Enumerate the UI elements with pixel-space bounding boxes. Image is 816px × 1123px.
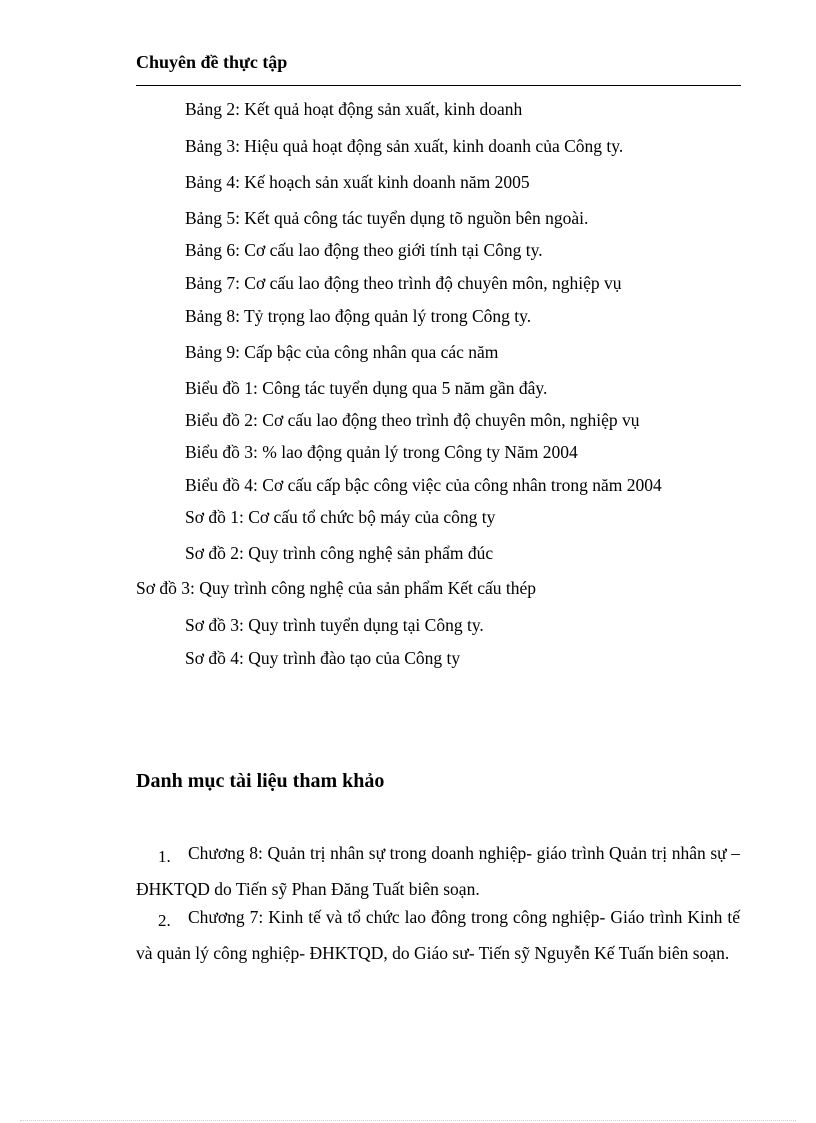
list-item: Bảng 5: Kết quả công tác tuyển dụng tõ nguồn bên ngoài. [185, 208, 589, 228]
list-item: Sơ đồ 4: Quy trình đào tạo của Công ty [185, 648, 461, 668]
reference-number: 1. [158, 847, 171, 866]
list-item: Sơ đồ 3: Quy trình tuyển dụng tại Công ty. [185, 615, 484, 635]
list-item: Biểu đồ 1: Công tác tuyển dụng qua 5 năm gần đây. [185, 378, 548, 398]
reference-text: Chương 8: Quản trị nhân sự trong doanh nghiệp- giáo trình Quản trị nhân sự – ĐHKTQD do Tiến sỹ Phan Đăng Tuất biên soạn. [136, 843, 740, 899]
list-item: Sơ đồ 1: Cơ cấu tổ chức bộ máy của công ty [185, 507, 496, 527]
reference-number: 2. [158, 911, 171, 930]
list-item: Biểu đồ 4: Cơ cấu cấp bậc công việc của công nhân trong năm 2004 [185, 475, 662, 495]
page-header-title: Chuyên đề thực tập [136, 52, 288, 72]
list-item: Bảng 6: Cơ cấu lao động theo giới tính tại Công ty. [185, 240, 543, 260]
list-item: Sơ đồ 3: Quy trình công nghệ của sản phẩm Kết cấu thép [136, 578, 536, 598]
list-item: Biểu đồ 3: % lao động quản lý trong Công ty Năm 2004 [185, 442, 578, 462]
header-divider [136, 85, 741, 86]
list-item: Bảng 3: Hiệu quả hoạt động sản xuất, kinh doanh của Công ty. [185, 136, 624, 156]
reference-item [136, 901, 740, 969]
list-item: Sơ đồ 2: Quy trình công nghệ sản phẩm đúc [185, 543, 494, 563]
list-item: Bảng 8: Tỷ trọng lao động quản lý trong Công ty. [185, 306, 532, 326]
reference-text: Chương 7: Kinh tế và tổ chức lao đông trong công nghiệp- Giáo trình Kinh tế và quản lý công nghiệp- ĐHKTQD, do Giáo sư- Tiến sỹ Nguyễn Kế Tuấn biên soạn. [136, 907, 740, 963]
list-item: Bảng 4: Kế hoạch sản xuất kinh doanh năm 2005 [185, 172, 530, 192]
list-item: Bảng 7: Cơ cấu lao động theo trình độ chuyên môn, nghiệp vụ [185, 273, 622, 293]
page-bottom-border [20, 1120, 796, 1121]
reference-item [136, 837, 740, 905]
list-item: Bảng 2: Kết quả hoạt động sản xuất, kinh doanh [185, 99, 523, 119]
list-item: Bảng 9: Cấp bậc của công nhân qua các năm [185, 342, 499, 362]
references-heading: Danh mục tài liệu tham khảo [136, 770, 385, 792]
list-item: Biểu đồ 2: Cơ cấu lao động theo trình độ chuyên môn, nghiệp vụ [185, 410, 640, 430]
